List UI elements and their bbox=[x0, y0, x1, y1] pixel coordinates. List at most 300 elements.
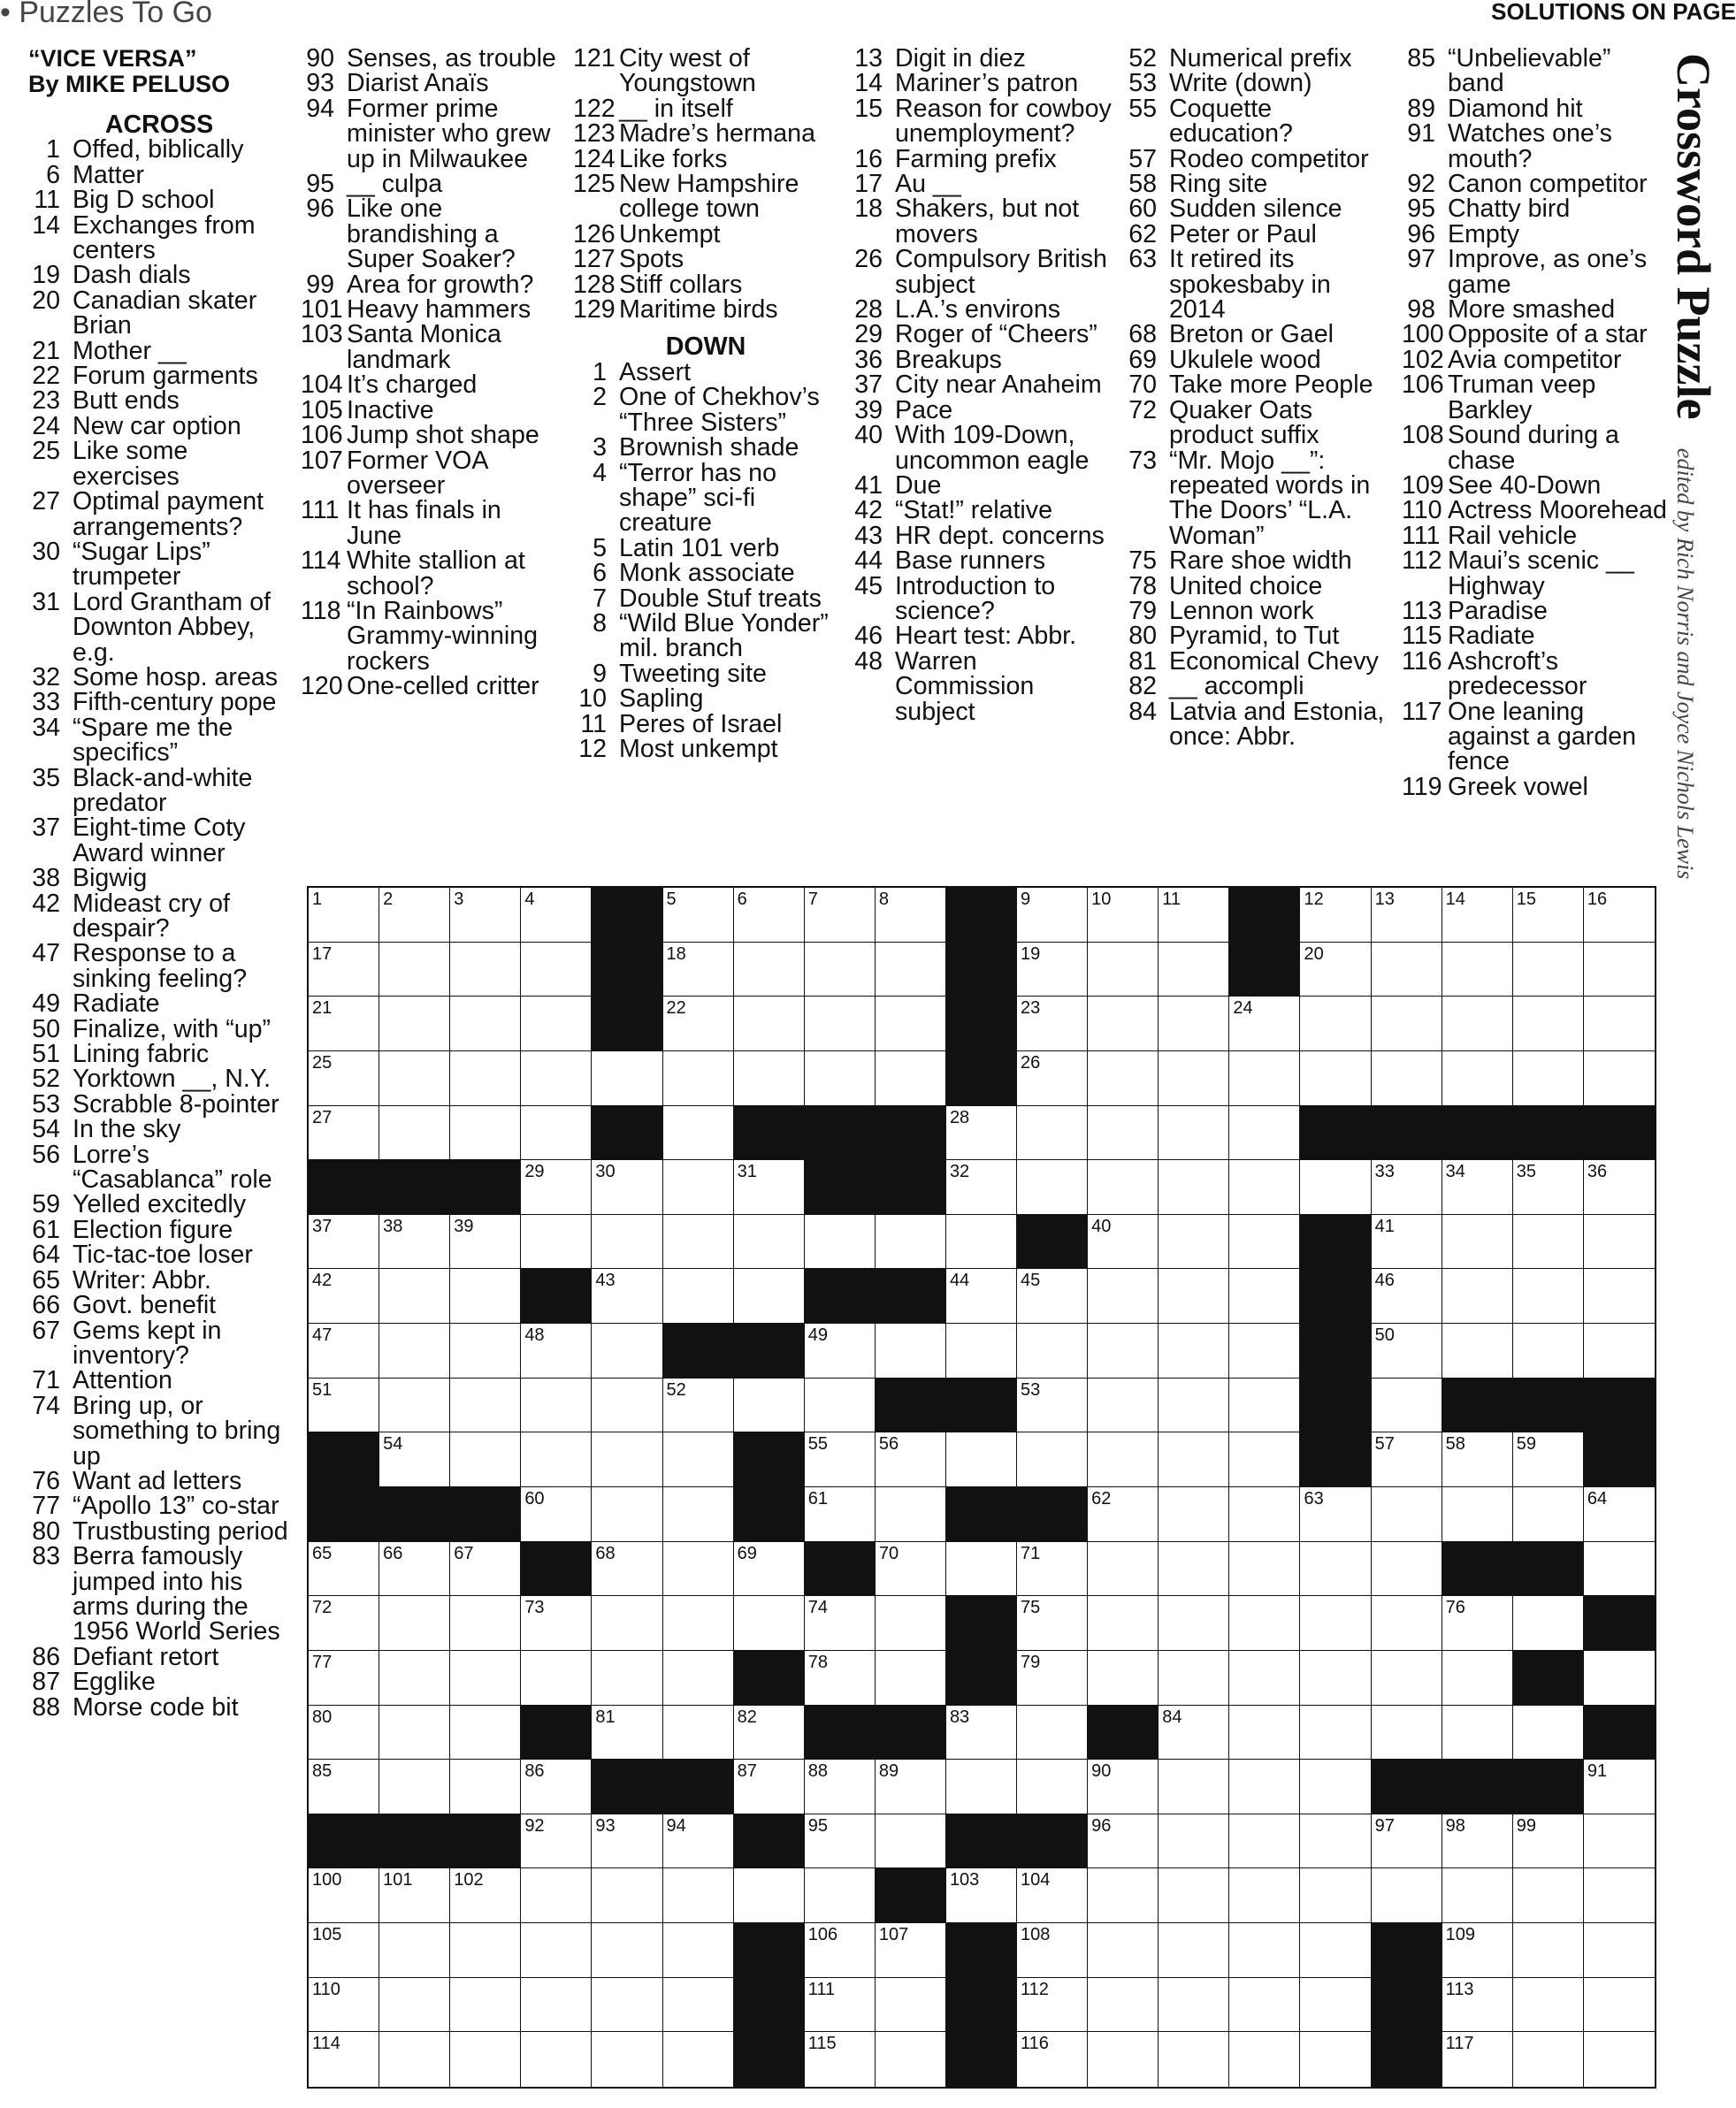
grid-cell bbox=[309, 1051, 379, 1106]
clue-text: Ashcroft’s predecessor bbox=[1448, 646, 1587, 701]
clue-number: 6 bbox=[46, 160, 60, 189]
clue-number: 46 bbox=[854, 622, 883, 651]
clue-text: Latvia and Estonia, once: Abbr. bbox=[1169, 697, 1385, 751]
clue-text: Former VOA overseer bbox=[347, 446, 487, 500]
grid-cell bbox=[1442, 1215, 1513, 1270]
grid-block bbox=[734, 1651, 805, 1706]
grid-cell bbox=[805, 1487, 876, 1542]
clue-text: Senses, as trouble bbox=[347, 44, 556, 73]
clue-item bbox=[849, 96, 1114, 147]
clue-number: 11 bbox=[580, 709, 607, 738]
clue-text: Madre’s hermana bbox=[619, 119, 815, 149]
clue-text: Opposite of a star bbox=[1448, 320, 1648, 349]
clue-item bbox=[27, 1241, 292, 1270]
clue-number: 64 bbox=[32, 1241, 60, 1270]
cell-number: 37 bbox=[312, 1216, 333, 1236]
clue-text: Big D school bbox=[73, 186, 215, 215]
cell-number: 74 bbox=[807, 1598, 828, 1618]
cell-number: 66 bbox=[383, 1543, 403, 1563]
grid-cell bbox=[663, 1432, 734, 1487]
clue-item bbox=[849, 69, 1114, 98]
grid-cell bbox=[309, 1978, 379, 2033]
grid-cell bbox=[1584, 1542, 1655, 1597]
grid-block bbox=[1372, 1978, 1442, 2033]
grid-cell bbox=[1372, 1814, 1442, 1869]
grid-block bbox=[1372, 1760, 1442, 1814]
clue-text: Au __ bbox=[895, 170, 961, 199]
cell-number: 20 bbox=[1304, 943, 1324, 964]
grid-cell bbox=[379, 1651, 450, 1706]
clue-item bbox=[849, 470, 1114, 500]
clue-item bbox=[27, 1014, 292, 1043]
grid-block bbox=[521, 1269, 592, 1324]
grid-cell bbox=[379, 1706, 450, 1760]
clue-item bbox=[573, 172, 838, 222]
clue-text: Bring up, or something to bring up bbox=[73, 1391, 281, 1470]
clue-item bbox=[27, 688, 292, 717]
grid-cell bbox=[309, 1542, 379, 1597]
grid-cell bbox=[1017, 1596, 1088, 1651]
clue-item bbox=[27, 439, 292, 489]
clue-text: Assert bbox=[619, 357, 692, 386]
grid-block bbox=[805, 1160, 876, 1215]
clue-number: 96 bbox=[1407, 219, 1435, 248]
clue-number: 92 bbox=[1407, 170, 1435, 199]
clue-text: City west of Youngstown bbox=[619, 44, 756, 98]
grid-cell bbox=[1229, 1269, 1300, 1324]
clue-number: 114 bbox=[301, 546, 341, 576]
clue-text: Lord Grantham of Downton Abbey, e.g. bbox=[73, 587, 271, 667]
clue-number: 35 bbox=[32, 763, 60, 792]
clue-number: 43 bbox=[854, 521, 883, 550]
clue-text: Lorre’s “Casablanca” role bbox=[73, 1140, 272, 1195]
grid-cell bbox=[1159, 997, 1229, 1051]
clue-text: Actress Moorehead bbox=[1448, 496, 1667, 525]
grid-cell bbox=[663, 1106, 734, 1161]
grid-cell bbox=[1372, 943, 1442, 997]
clue-text: Berra famously jumped into his arms during the 1956 World Series bbox=[73, 1542, 280, 1646]
grid-cell bbox=[379, 1269, 450, 1324]
clue-item bbox=[27, 1368, 292, 1393]
grid-cell bbox=[1088, 943, 1159, 997]
cell-number: 10 bbox=[1091, 890, 1112, 909]
clue-text: Forum garments bbox=[73, 362, 258, 391]
grid-cell bbox=[1159, 1487, 1229, 1542]
section-label: • Puzzles To Go bbox=[0, 0, 212, 29]
grid-block bbox=[1442, 1542, 1513, 1597]
clue-number: 61 bbox=[32, 1215, 60, 1244]
clue-number: 86 bbox=[32, 1642, 60, 1671]
grid-cell bbox=[805, 1432, 876, 1487]
grid-cell bbox=[1088, 1814, 1159, 1869]
grid-block bbox=[876, 1868, 946, 1923]
grid-cell bbox=[663, 1814, 734, 1869]
grid-block bbox=[876, 1106, 946, 1161]
grid-cell bbox=[946, 1760, 1017, 1814]
cell-number: 100 bbox=[312, 1870, 342, 1890]
cell-number: 76 bbox=[1445, 1598, 1465, 1618]
clue-item bbox=[27, 1668, 292, 1697]
clue-number: 49 bbox=[32, 989, 60, 1019]
grid-block bbox=[521, 1706, 592, 1760]
clue-number: 80 bbox=[32, 1516, 60, 1546]
grid-block bbox=[876, 1160, 946, 1215]
clue-item bbox=[301, 295, 557, 325]
clue-item bbox=[573, 46, 838, 96]
clue-item bbox=[849, 571, 1114, 625]
clue-item bbox=[27, 1065, 292, 1094]
grid-block bbox=[592, 943, 662, 997]
clue-text: Diarist Anaïs bbox=[347, 69, 489, 98]
grid-cell bbox=[876, 1978, 946, 2033]
clue-number: 4 bbox=[593, 458, 607, 487]
clue-item bbox=[1123, 546, 1388, 576]
clue-text: Greek vowel bbox=[1448, 772, 1588, 801]
clue-item bbox=[27, 815, 292, 866]
clue-number: 29 bbox=[854, 320, 883, 349]
cell-number: 13 bbox=[1374, 890, 1395, 909]
clue-number: 129 bbox=[573, 295, 616, 325]
cell-number: 52 bbox=[666, 1379, 686, 1400]
grid-cell bbox=[1300, 1596, 1371, 1651]
grid-cell bbox=[1584, 1324, 1655, 1379]
clue-text: City near Anaheim bbox=[895, 370, 1102, 400]
clue-number: 118 bbox=[301, 596, 341, 625]
clue-item bbox=[301, 170, 557, 199]
clue-text: Due bbox=[895, 470, 942, 500]
clue-item bbox=[27, 386, 292, 416]
grid-cell bbox=[1229, 1215, 1300, 1270]
grid-block bbox=[663, 1760, 734, 1814]
cell-number: 54 bbox=[383, 1434, 403, 1455]
clue-item bbox=[1402, 622, 1667, 651]
clue-item bbox=[27, 715, 292, 766]
clue-number: 5 bbox=[593, 533, 607, 562]
clue-item bbox=[573, 144, 838, 173]
cell-number: 112 bbox=[1021, 1979, 1049, 1999]
cell-number: 48 bbox=[524, 1325, 545, 1346]
clue-number: 15 bbox=[854, 94, 883, 123]
grid-cell bbox=[379, 1978, 450, 2033]
grid-cell bbox=[1584, 2032, 1655, 2087]
clue-item bbox=[27, 489, 292, 539]
clue-number: 120 bbox=[301, 672, 343, 701]
clue-text: Lennon work bbox=[1169, 596, 1314, 625]
clue-item bbox=[27, 1516, 292, 1546]
clue-item bbox=[301, 596, 557, 676]
grid-cell bbox=[1584, 1269, 1655, 1324]
clue-text: Fifth-century pope bbox=[73, 688, 277, 717]
grid-cell bbox=[805, 943, 876, 997]
grid-cell bbox=[663, 997, 734, 1051]
clue-number: 97 bbox=[1407, 245, 1435, 274]
grid-cell bbox=[1229, 1760, 1300, 1814]
grid-block bbox=[946, 997, 1017, 1051]
cell-number: 116 bbox=[1021, 2034, 1049, 2054]
clue-item bbox=[27, 362, 292, 391]
clue-item bbox=[1123, 596, 1388, 625]
clue-text: Black-and-white predator bbox=[73, 763, 253, 817]
grid-block bbox=[379, 1814, 450, 1869]
clue-item bbox=[301, 421, 557, 450]
clue-text: Mideast cry of despair? bbox=[73, 889, 230, 943]
grid-block bbox=[309, 1432, 379, 1487]
clue-number: 32 bbox=[32, 662, 60, 691]
grid-cell bbox=[1372, 1215, 1442, 1270]
grid-cell bbox=[1017, 1379, 1088, 1433]
grid-cell bbox=[379, 1106, 450, 1161]
clue-item bbox=[1402, 247, 1667, 297]
grid-cell bbox=[592, 1596, 662, 1651]
clue-number: 52 bbox=[1128, 44, 1157, 73]
grid-cell bbox=[946, 1106, 1017, 1161]
clue-text: Economical Chevy bbox=[1169, 646, 1379, 676]
clue-number: 123 bbox=[573, 119, 616, 149]
clue-text: Introduction to science? bbox=[895, 571, 1056, 625]
clue-item bbox=[1402, 699, 1667, 775]
grid-cell bbox=[1442, 997, 1513, 1051]
clue-text: Rare shoe width bbox=[1169, 546, 1352, 576]
grid-cell bbox=[379, 1432, 450, 1487]
clue-text: “Sugar Lips” trumpeter bbox=[73, 537, 210, 592]
clue-text: Brownish shade bbox=[619, 433, 799, 462]
grid-cell bbox=[663, 1215, 734, 1270]
clue-number: 53 bbox=[32, 1089, 60, 1119]
grid-cell bbox=[1584, 1868, 1655, 1923]
clue-text: __ in itself bbox=[619, 94, 733, 123]
clue-item bbox=[1402, 345, 1667, 374]
grid-cell bbox=[1017, 1868, 1088, 1923]
clue-number: 125 bbox=[573, 170, 616, 199]
clue-item bbox=[1402, 46, 1667, 96]
cell-number: 7 bbox=[807, 890, 818, 909]
cell-number: 110 bbox=[312, 1979, 340, 1999]
grid-cell bbox=[592, 1706, 662, 1760]
cell-number: 43 bbox=[595, 1271, 616, 1291]
grid-cell bbox=[1584, 1923, 1655, 1978]
grid-block bbox=[1584, 1706, 1655, 1760]
clue-item bbox=[573, 357, 838, 386]
cell-number: 114 bbox=[312, 2034, 340, 2054]
grid-block bbox=[734, 2032, 805, 2087]
grid-block bbox=[1300, 1324, 1371, 1379]
clue-number: 100 bbox=[1402, 320, 1444, 349]
cell-number: 82 bbox=[737, 1707, 757, 1727]
grid-cell bbox=[1300, 1760, 1371, 1814]
grid-cell bbox=[1017, 1978, 1088, 2033]
grid-cell bbox=[521, 1923, 592, 1978]
grid-cell bbox=[521, 1868, 592, 1923]
grid-cell bbox=[1017, 1651, 1088, 1706]
grid-block bbox=[1513, 1379, 1584, 1433]
clue-text: Dash dials bbox=[73, 261, 191, 290]
clue-item bbox=[27, 941, 292, 991]
grid-cell bbox=[592, 1051, 662, 1106]
grid-block bbox=[876, 1269, 946, 1324]
grid-cell bbox=[1584, 888, 1655, 943]
clue-number: 65 bbox=[32, 1265, 60, 1295]
grid-cell bbox=[1442, 1269, 1513, 1324]
grid-cell bbox=[805, 1760, 876, 1814]
grid-cell bbox=[379, 1868, 450, 1923]
clue-number: 60 bbox=[1128, 195, 1157, 224]
grid-cell bbox=[805, 1651, 876, 1706]
clue-number: 57 bbox=[1128, 144, 1157, 173]
clue-text: Mother __ bbox=[73, 336, 187, 365]
grid-cell bbox=[592, 1379, 662, 1433]
cell-number: 80 bbox=[312, 1707, 333, 1727]
grid-cell bbox=[805, 888, 876, 943]
grid-block bbox=[1300, 1106, 1371, 1161]
grid-cell bbox=[592, 1269, 662, 1324]
clue-column-6 bbox=[1402, 46, 1667, 799]
grid-cell bbox=[1584, 1978, 1655, 2033]
grid-block bbox=[734, 1432, 805, 1487]
clue-text: Spots bbox=[619, 245, 684, 274]
clue-item bbox=[849, 646, 1114, 726]
clue-text: United choice bbox=[1169, 571, 1323, 600]
grid-cell bbox=[1442, 1596, 1513, 1651]
grid-cell bbox=[1584, 1487, 1655, 1542]
grid-cell bbox=[309, 1596, 379, 1651]
puzzle-byline: By MIKE PELUSO bbox=[28, 71, 231, 97]
clue-item bbox=[1402, 322, 1667, 347]
clue-text: Reason for cowboy unemployment? bbox=[895, 94, 1112, 149]
clue-item bbox=[27, 989, 292, 1019]
grid-cell bbox=[521, 1487, 592, 1542]
clue-text: Latin 101 verb bbox=[619, 533, 780, 562]
grid-cell bbox=[1088, 888, 1159, 943]
clue-text: Breton or Gael bbox=[1169, 320, 1334, 349]
clue-number: 47 bbox=[32, 939, 60, 968]
clue-item bbox=[1402, 219, 1667, 248]
clue-text: One leaning against a garden fence bbox=[1448, 697, 1637, 776]
clue-text: Finalize, with “up” bbox=[73, 1014, 271, 1043]
clue-item bbox=[27, 160, 292, 189]
clue-text: “Mr. Mojo __”: repeated words in The Doors’ “L.A. Woman” bbox=[1169, 446, 1371, 550]
cell-number: 93 bbox=[595, 1815, 616, 1836]
clue-text: Numerical prefix bbox=[1169, 44, 1352, 73]
clue-text: Avia competitor bbox=[1448, 345, 1622, 374]
cell-number: 3 bbox=[454, 890, 464, 909]
clue-item bbox=[27, 539, 292, 590]
grid-cell bbox=[1229, 1596, 1300, 1651]
clue-number: 11 bbox=[34, 186, 60, 215]
cell-number: 6 bbox=[737, 890, 747, 909]
grid-cell bbox=[1372, 1868, 1442, 1923]
grid-cell bbox=[1442, 1324, 1513, 1379]
grid-block bbox=[946, 1814, 1017, 1869]
grid-block bbox=[450, 1160, 521, 1215]
clue-item bbox=[27, 1142, 292, 1193]
clue-item bbox=[1123, 170, 1388, 199]
clue-number: 53 bbox=[1128, 69, 1157, 98]
clue-item bbox=[573, 586, 838, 611]
grid-cell bbox=[1442, 1868, 1513, 1923]
grid-cell bbox=[1159, 1814, 1229, 1869]
grid-cell bbox=[1300, 1978, 1371, 2033]
cell-number: 70 bbox=[878, 1543, 899, 1563]
clue-item bbox=[27, 261, 292, 290]
grid-cell bbox=[1584, 1160, 1655, 1215]
grid-cell bbox=[1088, 997, 1159, 1051]
clue-text: Breakups bbox=[895, 345, 1002, 374]
grid-cell bbox=[1017, 1706, 1088, 1760]
clue-item bbox=[573, 734, 838, 763]
grid-cell bbox=[1442, 1978, 1513, 2033]
grid-cell bbox=[1159, 1706, 1229, 1760]
grid-cell bbox=[521, 1215, 592, 1270]
clue-number: 14 bbox=[854, 69, 883, 98]
cell-number: 29 bbox=[524, 1162, 545, 1182]
grid-cell bbox=[1229, 1923, 1300, 1978]
clue-number: 73 bbox=[1128, 446, 1157, 475]
grid-block bbox=[663, 1324, 734, 1379]
clue-number: 27 bbox=[32, 487, 60, 516]
cell-number: 103 bbox=[949, 1870, 980, 1890]
grid-cell bbox=[592, 2032, 662, 2087]
grid-cell bbox=[1229, 1978, 1300, 2033]
clue-text: Morse code bit bbox=[73, 1692, 239, 1722]
clue-number: 38 bbox=[32, 864, 60, 893]
clue-text: Heavy hammers bbox=[347, 295, 532, 325]
grid-block bbox=[1584, 1432, 1655, 1487]
grid-cell bbox=[521, 1106, 592, 1161]
clue-number: 102 bbox=[1402, 345, 1444, 374]
cell-number: 79 bbox=[1021, 1652, 1041, 1672]
cell-number: 81 bbox=[595, 1707, 616, 1727]
grid-cell bbox=[1088, 1868, 1159, 1923]
clue-number: 128 bbox=[573, 270, 616, 299]
grid-cell bbox=[450, 943, 521, 997]
clue-number: 111 bbox=[301, 496, 340, 525]
clue-number: 41 bbox=[854, 470, 883, 500]
clue-text: Warren Commission subject bbox=[895, 646, 1035, 726]
grid-cell bbox=[1017, 1160, 1088, 1215]
grid-cell bbox=[734, 1760, 805, 1814]
clue-item bbox=[1123, 395, 1388, 450]
grid-cell bbox=[1513, 1978, 1584, 2033]
clue-number: 96 bbox=[306, 195, 334, 224]
clue-item bbox=[1123, 69, 1388, 98]
clue-number: 127 bbox=[573, 245, 616, 274]
clue-number: 37 bbox=[854, 370, 883, 400]
cell-number: 71 bbox=[1021, 1543, 1041, 1563]
grid-cell bbox=[309, 1269, 379, 1324]
grid-cell bbox=[1159, 1106, 1229, 1161]
grid-cell bbox=[876, 888, 946, 943]
clue-number: 7 bbox=[593, 584, 607, 613]
grid-cell bbox=[663, 2032, 734, 2087]
clue-item bbox=[1123, 345, 1388, 374]
cell-number: 68 bbox=[595, 1543, 616, 1563]
clue-number: 71 bbox=[32, 1366, 60, 1395]
clue-text: Want ad letters bbox=[73, 1466, 242, 1495]
grid-cell bbox=[1229, 1324, 1300, 1379]
clue-item bbox=[849, 322, 1114, 347]
clue-text: Roger of “Cheers” bbox=[895, 320, 1097, 349]
grid-cell bbox=[663, 1978, 734, 2033]
grid-cell bbox=[805, 997, 876, 1051]
clue-number: 66 bbox=[32, 1291, 60, 1320]
grid-cell bbox=[1584, 1814, 1655, 1869]
grid-block bbox=[734, 1324, 805, 1379]
cell-number: 44 bbox=[949, 1271, 970, 1291]
grid-block bbox=[946, 1651, 1017, 1706]
cell-number: 36 bbox=[1587, 1162, 1608, 1182]
grid-cell bbox=[1372, 1432, 1442, 1487]
cell-number: 78 bbox=[807, 1652, 828, 1672]
